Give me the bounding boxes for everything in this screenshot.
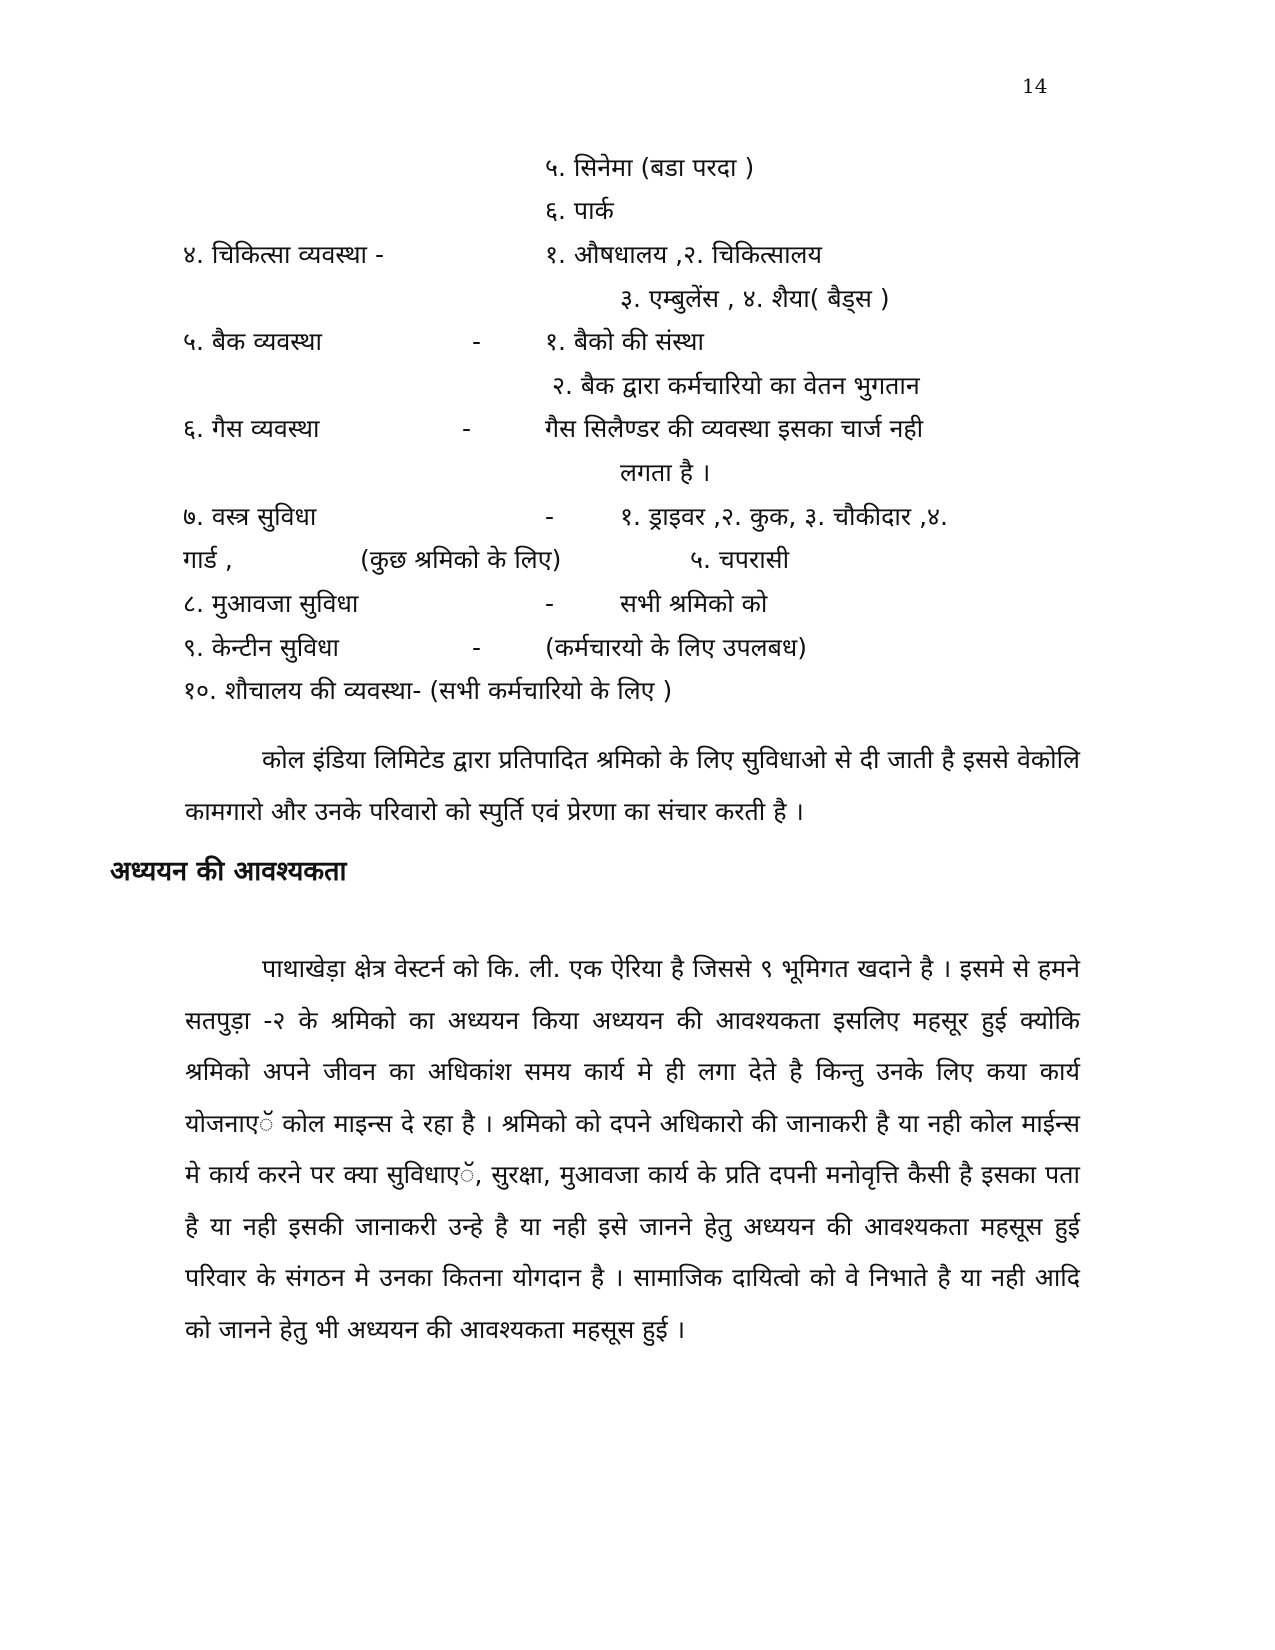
gas-dash: - [462, 414, 472, 443]
canteen-value: (कर्मचारयो के लिए उपलबध) [545, 633, 807, 662]
list-item-park: ६. पार्क [545, 196, 614, 225]
bank-label: ५. बैक व्यवस्था [183, 327, 322, 356]
gas-value-2: लगता है । [620, 458, 711, 487]
bank-dash: - [472, 327, 482, 356]
bank-value: १. बैको की संस्था [545, 327, 704, 356]
canteen-label: ९. केन्टीन सुविधा [183, 633, 339, 662]
clothes-label: ७. वस्त्र सुविधा [183, 502, 317, 531]
compensation-label: ८. मुआवजा सुविधा [183, 589, 359, 618]
list-item-cinema: ५. सिनेमा (बडा परदा ) [545, 153, 755, 182]
compensation-value: सभी श्रमिको को [620, 589, 768, 618]
gas-label: ६. गैस व्यवस्था [183, 414, 320, 443]
medical-label: ४. चिकित्सा व्यवस्था - [183, 240, 384, 269]
bank-value-2: २. बैक द्वारा कर्मचारियो का वेतन भुगतान [552, 371, 920, 400]
canteen-dash: - [472, 633, 482, 662]
section-heading: अध्ययन की आवश्यकता [110, 856, 347, 887]
clothes-peon: ५. चपरासी [690, 545, 790, 574]
compensation-dash: - [545, 589, 555, 618]
toilet-item: १०. शौचालय की व्यवस्था- (सभी कर्मचारियो के लिए ) [183, 676, 673, 705]
clothes-value: १. ड्राइवर ,२. कुक, ३. चौकीदार ,४. [620, 502, 948, 531]
medical-value: १. औषधालय ,२. चिकित्सालय [545, 240, 823, 269]
paragraph-facilities: कोल इंडिया लिमिटेड द्वारा प्रतिपादित श्रमिको के लिए सुविधाओ से दी जाती है इससे वेकोलि कामगारो और उनके परिवारो को स्पुर्ति एवं प्रेरणा का संचार करती है । [185, 745, 1080, 826]
medical-value-2: ३. एम्बुलेंस , ४. शैया( बैड्स ) [620, 284, 890, 313]
clothes-dash: - [545, 502, 555, 531]
clothes-note: (कुछ श्रमिको के लिए) [360, 545, 562, 574]
paragraph-study-need: पाथाखेड़ा क्षेत्र वेस्टर्न को कि. ली. एक ऐरिया है जिससे ९ भूमिगत खदाने है । इसमे से हमने सतपुड़ा -२ के श्रमिको का अध्ययन किया अध्ययन की आवश्यकता इसलिए महसूर हुई क्योकि श्रमिको अपने जीवन का अधिकांश समय कार्य मे ही लगा देते है किन्तु उनके लिए कया कार्य योजनाएॅ कोल माइन्स दे रहा है । श्रमिको को दपने अधिकारो की जानाकरी है या नही कोल माईन्स मे कार्य करने पर क्या सुविधाएॅ, सुरक्षा, मुआवजा कार्य के प्रति दपनी मनोवृत्ति कैसी है इसका पता है या नही इसकी जानाकरी उन्हे है या नही इसे जानने हेतु अध्ययन की आवश्यकता महसूस हुई परिवार के संगठन मे उनका कितना योगदान है । सामाजिक दायित्वो को वे निभाते है या नही आदि को जानने हेतु भी अध्ययन की आवश्यकता महसूस हुई । [185, 954, 1080, 1344]
page-number: 14 [1022, 74, 1048, 98]
clothes-guard: गार्ड , [183, 545, 233, 574]
gas-value: गैस सिलैण्डर की व्यवस्था इसका चार्ज नही [545, 414, 924, 443]
